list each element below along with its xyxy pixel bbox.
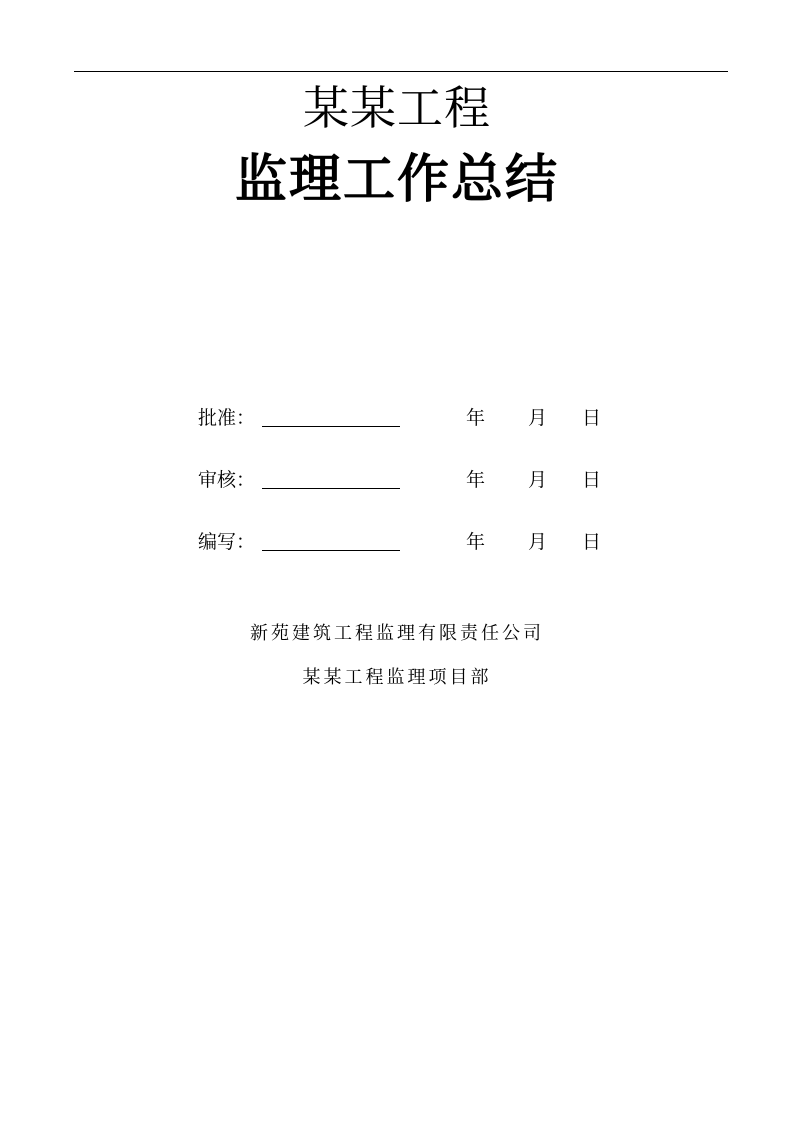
department-name: 某某工程监理项目部: [302, 667, 492, 688]
author-month-label: 月: [528, 531, 548, 553]
approval-label: 批准：: [198, 407, 256, 429]
approval-signature-line[interactable]: [262, 426, 400, 427]
document-title: 监理工作总结: [234, 149, 559, 210]
approval-year-label: 年: [466, 407, 486, 429]
review-month-label: 月: [528, 469, 548, 491]
approval-day-label: 日: [582, 407, 602, 429]
author-label: 编写：: [198, 531, 256, 553]
header-rule: [74, 71, 728, 72]
approval-row: [198, 406, 618, 430]
review-day-label: 日: [582, 469, 602, 491]
author-row: [198, 530, 618, 554]
review-row: [198, 468, 618, 492]
author-signature-line[interactable]: [262, 550, 400, 551]
project-title: 某某工程: [303, 81, 491, 135]
author-year-label: 年: [466, 531, 486, 553]
author-day-label: 日: [582, 531, 602, 553]
review-signature-line[interactable]: [262, 488, 400, 489]
review-year-label: 年: [466, 469, 486, 491]
approval-month-label: 月: [528, 407, 548, 429]
company-name: 新苑建筑工程监理有限责任公司: [250, 623, 544, 644]
review-label: 审核：: [198, 469, 256, 491]
